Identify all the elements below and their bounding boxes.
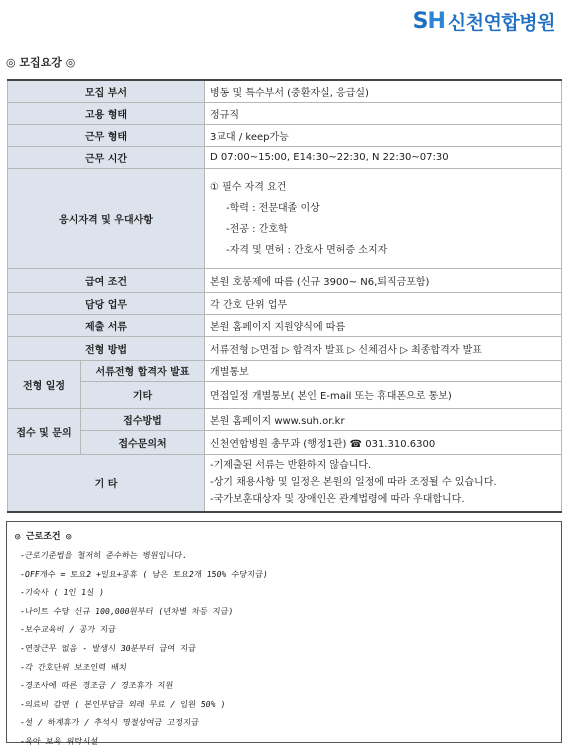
schedule-announce-label: 서류전형 합격자 발표 [81, 360, 205, 381]
contact-label: 접수 및 문의 [8, 408, 81, 454]
table-row [8, 80, 562, 102]
condition-item: -기숙사 ( 1인 1실 ) [19, 587, 105, 598]
shift-label: 근무 형태 [8, 124, 205, 146]
dept-label: 모집 부서 [8, 80, 205, 102]
schedule-other-value: 면접일정 개별통보( 본인 E-mail 또는 휴대폰으로 통보) [205, 381, 562, 408]
qualification-value [205, 168, 562, 268]
table-row [8, 102, 562, 124]
condition-item: -나이트 수당 신규 100,000원부터 (년차별 차등 지급) [19, 605, 234, 616]
table-row [8, 124, 562, 146]
etc-value [205, 454, 562, 512]
table-row [8, 381, 562, 408]
salary-label: 급여 조건 [8, 268, 205, 292]
etc-line: -국가보훈대상자 및 장애인은 관계법령에 따라 우대합니다. [210, 494, 465, 506]
docs-label: 제출 서류 [8, 314, 205, 336]
qualification-line: ① 필수 자격 요건 [210, 182, 287, 193]
schedule-label: 전형 일정 [8, 360, 81, 408]
table-row [8, 408, 562, 430]
schedule-announce-value: 개별통보 [205, 360, 562, 381]
recruitment-table [7, 79, 562, 513]
employment-value: 정규직 [205, 102, 562, 124]
logo-text: 신천연합병원 [447, 12, 555, 34]
qualification-line: -학력 : 전문대졸 이상 [226, 203, 320, 214]
salary-value: 본원 호봉제에 따름 (신규 3900~ N6,퇴직금포함) [205, 268, 562, 292]
condition-item: -의료비 감면 ( 본인부담금 외래 무료 / 입원 50% ) [19, 698, 226, 709]
condition-item: -OFF개수 = 토요2 +일요+공휴 ( 남은 토요2개 150% 수당지급) [19, 568, 269, 579]
qualification-line: -자격 및 면허 : 간호사 면허증 소지자 [226, 245, 388, 256]
table-row [8, 292, 562, 314]
table-row [8, 430, 562, 454]
inquiry-label: 접수문의처 [81, 430, 205, 454]
conditions-list [20, 546, 268, 751]
process-value: 서류전형 ▷면접 ▷ 합격자 발표 ▷ 신체검사 ▷ 최종합격자 발표 [205, 336, 562, 360]
apply-method-value: 본원 홈페이지 www.suh.or.kr [205, 408, 562, 430]
shift-value: 3교대 / keep가능 [205, 124, 562, 146]
condition-item: -경조사에 따른 경조금 / 경조휴가 지원 [19, 680, 174, 691]
conditions-title: ◎ 근로조건 ◎ [15, 532, 72, 542]
section-title: ◎ 모집요강 ◎ [6, 56, 76, 69]
condition-item: -설 / 하계휴가 / 추석시 명절상여금 고정지급 [19, 717, 200, 728]
process-label: 전형 방법 [8, 336, 205, 360]
etc-line: -기제출된 서류는 반환하지 않습니다. [210, 460, 372, 472]
condition-item: -보수교육비 / 공가 지급 [19, 624, 117, 635]
table-row [8, 360, 562, 381]
inquiry-value: 신천연합병원 총무과 (행정1관) ☎ 031.310.6300 [205, 430, 562, 454]
qualification-line: -전공 : 간호학 [226, 224, 288, 235]
dept-value: 병동 및 특수부서 (중환자실, 응급실) [205, 80, 562, 102]
condition-item: -근로기준법을 철저히 준수하는 병원입니다. [19, 550, 188, 560]
condition-item: -육아 보육 위탁시설 [19, 735, 99, 746]
duty-label: 담당 업무 [8, 292, 205, 314]
table-row [8, 454, 562, 512]
etc-label: 기 타 [8, 454, 205, 512]
logo-mark: SH [412, 9, 445, 34]
etc-line: -상기 채용사항 및 일정은 본원의 일정에 따라 조정될 수 있습니다. [210, 477, 497, 489]
condition-item: -각 간호단위 보조인력 배치 [19, 661, 128, 672]
apply-method-label: 접수방법 [81, 408, 205, 430]
table-row [8, 168, 562, 268]
table-row [8, 314, 562, 336]
schedule-other-label: 기타 [81, 381, 205, 408]
duty-value: 각 간호 단위 업무 [205, 292, 562, 314]
employment-label: 고용 형태 [8, 102, 205, 124]
table-row [8, 268, 562, 292]
hospital-logo [413, 8, 555, 35]
table-row [8, 336, 562, 360]
hours-value: D 07:00~15:00, E14:30~22:30, N 22:30~07:30 [205, 146, 562, 168]
table-row [8, 146, 562, 168]
qualification-label: 응시자격 및 우대사항 [8, 168, 205, 268]
docs-value: 본원 홈페이지 지원양식에 따름 [205, 314, 562, 336]
working-conditions-box [6, 521, 562, 746]
condition-item: -연장근무 없음 - 발생시 30분부터 급여 지급 [19, 642, 197, 653]
hours-label: 근무 시간 [8, 146, 205, 168]
